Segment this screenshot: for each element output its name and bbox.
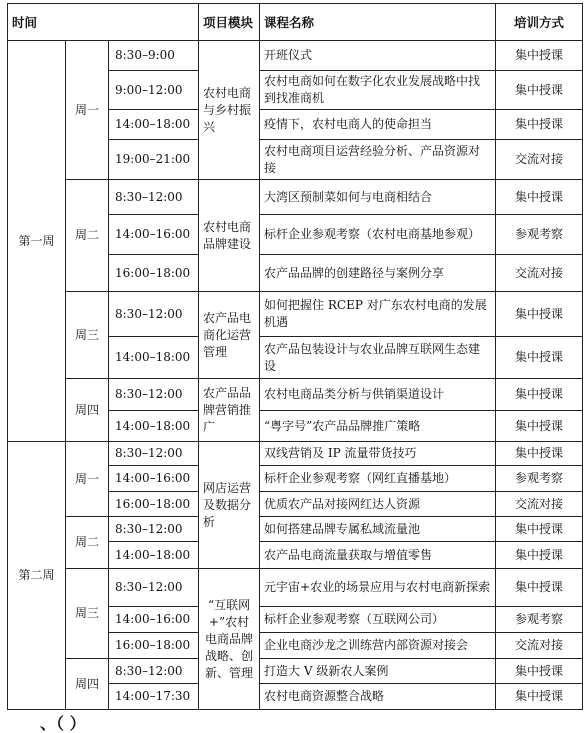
method-cell: 集中授课: [496, 411, 583, 442]
method-cell: 参观考察: [496, 607, 583, 633]
table-row: [8, 379, 583, 411]
time-cell: 16:00–18:00: [109, 633, 199, 659]
method-cell: 集中授课: [496, 542, 583, 569]
method-cell: 集中授课: [496, 110, 583, 140]
module-cell: 农村电商与乡村振兴: [199, 41, 260, 180]
day-label: 周四: [66, 659, 109, 710]
method-cell: 集中授课: [496, 337, 583, 379]
course-cell: 农村电商项目运营经验分析、产品资源对接: [260, 140, 496, 180]
method-cell: 交流对接: [496, 140, 583, 180]
course-cell: 疫情下，农村电商人的使命担当: [260, 110, 496, 140]
week-label: 第一周: [8, 41, 66, 442]
course-cell: 双线营销及 IP 流量带货技巧: [260, 442, 496, 466]
course-cell: 如何搭建品牌专属私域流量池: [260, 517, 496, 542]
module-cell: 网店运营及数据分析: [199, 442, 260, 569]
training-schedule-table: [7, 3, 583, 710]
time-cell: 14:00–16:00: [109, 607, 199, 633]
time-cell: 9:00–12:00: [109, 71, 199, 110]
time-cell: 14:00–18:00: [109, 110, 199, 140]
time-cell: 14:00–16:00: [109, 466, 199, 492]
truncated-heading: 、（ ）: [40, 714, 86, 733]
day-label: 周二: [66, 517, 109, 569]
method-cell: 集中授课: [496, 41, 583, 71]
time-cell: 8:30–12:00: [109, 379, 199, 411]
method-cell: 集中授课: [496, 684, 583, 710]
time-cell: 8:30–12:00: [109, 517, 199, 542]
time-cell: 19:00–21:00: [109, 140, 199, 180]
course-cell: 打造大 V 级新农人案例: [260, 659, 496, 684]
course-cell: 标杆企业参观考察（互联网公司）: [260, 607, 496, 633]
course-cell: 农村电商资源整合战略: [260, 684, 496, 710]
day-label: 周三: [66, 292, 109, 379]
day-label: 周一: [66, 41, 109, 180]
time-cell: 14:00–18:00: [109, 542, 199, 569]
time-cell: 8:30–12:00: [109, 659, 199, 684]
day-label: 周二: [66, 180, 109, 292]
table-row: [8, 180, 583, 215]
course-cell: 农产品电商流量获取与增值零售: [260, 542, 496, 569]
course-cell: 元宇宙+农业的场景应用与农村电商新探索: [260, 569, 496, 607]
method-cell: 交流对接: [496, 492, 583, 517]
course-cell: 如何把握住 RCEP 对广东农村电商的发展机遇: [260, 292, 496, 337]
course-cell: 农产品包装设计与农业品牌互联网生态建设: [260, 337, 496, 379]
course-cell: 农村电商品类分析与供销渠道设计: [260, 379, 496, 411]
course-cell: 开班仪式: [260, 41, 496, 71]
time-cell: 14:00–18:00: [109, 337, 199, 379]
method-cell: 参观考察: [496, 466, 583, 492]
course-cell: 标杆企业参观考察（网红直播基地）: [260, 466, 496, 492]
method-cell: 集中授课: [496, 292, 583, 337]
course-cell: 大湾区预制菜如何与电商相结合: [260, 180, 496, 215]
module-cell: 农产品品牌营销推广: [199, 379, 260, 442]
time-cell: 8:30–12:00: [109, 292, 199, 337]
time-cell: 16:00–18:00: [109, 492, 199, 517]
course-cell: 企业电商沙龙之训练营内部资源对接会: [260, 633, 496, 659]
table-row: [8, 517, 583, 542]
header-module: 项目模块: [199, 4, 260, 41]
time-cell: 16:00–18:00: [109, 255, 199, 292]
course-cell: “粤字号”农产品品牌推广策略: [260, 411, 496, 442]
method-cell: 参观考察: [496, 215, 583, 255]
course-cell: 农产品品牌的创建路径与案例分享: [260, 255, 496, 292]
header-course: 课程名称: [260, 4, 496, 41]
time-cell: 8:30–12:00: [109, 442, 199, 466]
header-method: 培训方式: [496, 4, 583, 41]
method-cell: 交流对接: [496, 255, 583, 292]
table-row: [8, 569, 583, 607]
table-row: [8, 442, 583, 466]
time-cell: 8:30–12:00: [109, 180, 199, 215]
course-cell: 农村电商如何在数字化农业发展战略中找到找准商机: [260, 71, 496, 110]
course-cell: 优质农产品对接网红达人资源: [260, 492, 496, 517]
table-row: [8, 659, 583, 684]
time-cell: 14:00–17:30: [109, 684, 199, 710]
method-cell: 集中授课: [496, 379, 583, 411]
week-label: 第二周: [8, 442, 66, 710]
module-cell: 农产品电商化运营管理: [199, 292, 260, 379]
table-row: [8, 292, 583, 337]
course-cell: 标杆企业参观考察（农村电商基地参观）: [260, 215, 496, 255]
module-cell: 农村电商品牌建设: [199, 180, 260, 292]
day-label: 周三: [66, 569, 109, 659]
time-cell: 8:30–12:00: [109, 569, 199, 607]
method-cell: 集中授课: [496, 517, 583, 542]
header-time: 时间: [8, 4, 199, 41]
time-cell: 14:00–16:00: [109, 215, 199, 255]
table-header-row: [8, 4, 583, 41]
table-row: [8, 41, 583, 71]
method-cell: 交流对接: [496, 633, 583, 659]
method-cell: 集中授课: [496, 71, 583, 110]
module-cell: “互联网+”农村电商品牌战略、创新、管理: [199, 569, 260, 710]
time-cell: 8:30–9:00: [109, 41, 199, 71]
method-cell: 集中授课: [496, 659, 583, 684]
day-label: 周一: [66, 442, 109, 517]
method-cell: 集中授课: [496, 569, 583, 607]
method-cell: 集中授课: [496, 180, 583, 215]
method-cell: 集中授课: [496, 442, 583, 466]
time-cell: 14:00–18:00: [109, 411, 199, 442]
day-label: 周四: [66, 379, 109, 442]
